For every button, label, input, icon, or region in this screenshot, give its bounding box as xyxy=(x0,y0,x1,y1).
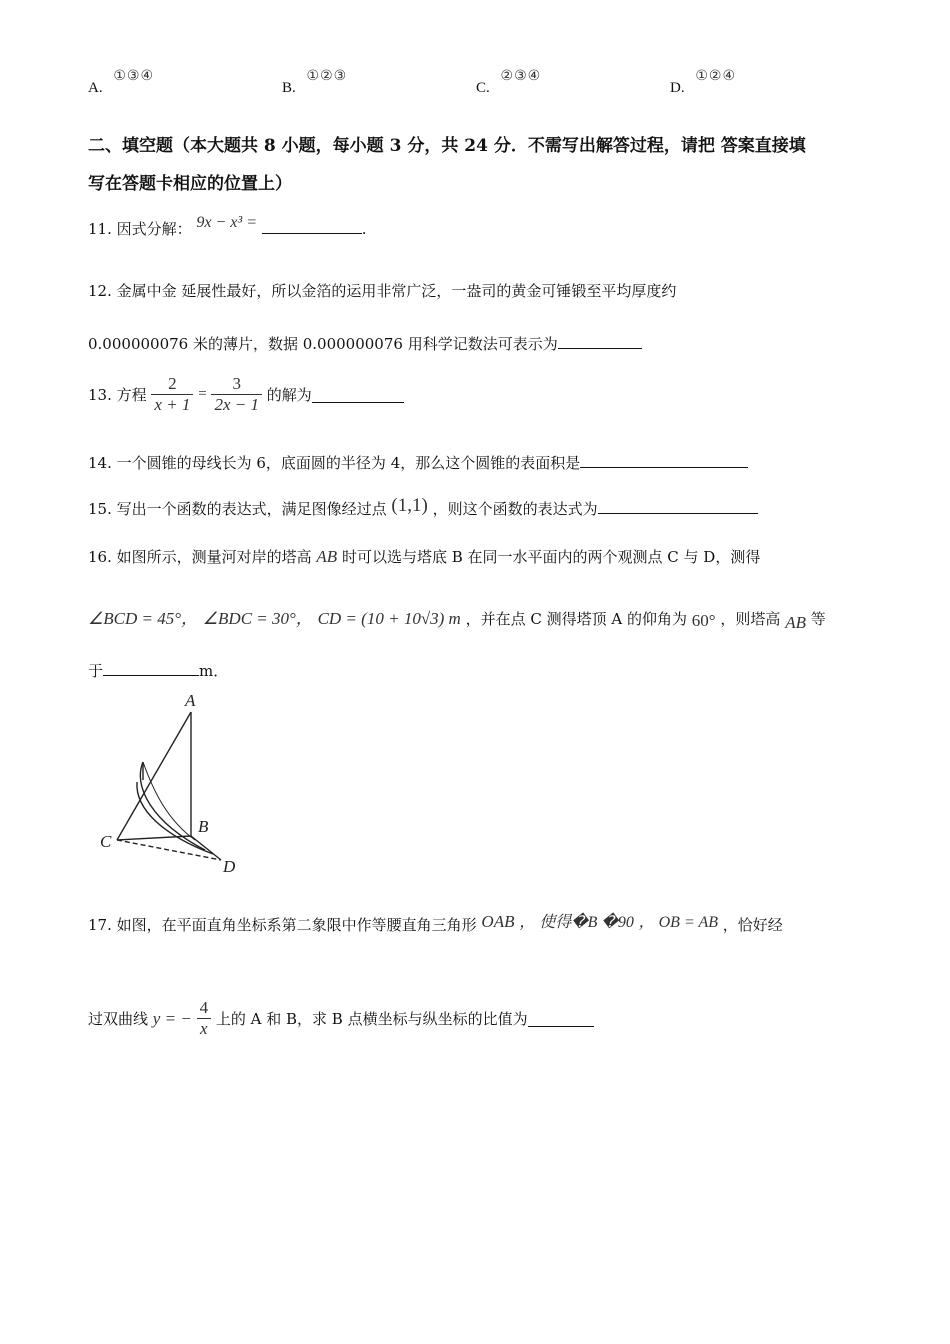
q17-line2-suffix: 上的 A 和 B，求 B 点横坐标与纵坐标的比值为 xyxy=(215,1010,528,1028)
q17-num: 4 xyxy=(199,998,209,1017)
q13-den1: x + 1 xyxy=(151,394,193,415)
option-a-label: A. xyxy=(88,80,103,96)
q16-line2-end: 等 xyxy=(810,610,826,628)
q17-den: x xyxy=(197,1018,212,1039)
q16-line2 xyxy=(88,604,826,632)
q11-answer-blank[interactable] xyxy=(262,218,362,234)
option-d-label: D. xyxy=(670,80,685,96)
q13-den2: 2x − 1 xyxy=(211,394,262,415)
q16-line1-suffix: 时可以选与塔底 B 在同一水平面内的两个观测点 C 与 D，测得 xyxy=(341,548,761,566)
q17-angle: ， 使得�B �90 xyxy=(519,914,634,931)
q17-line1 xyxy=(88,912,783,935)
q16-cd: CD = (10 + 10√3) m xyxy=(317,609,461,628)
tower-diagram xyxy=(95,690,255,880)
q15-point: (1,1) xyxy=(391,495,428,516)
label-c: C xyxy=(100,832,112,851)
question-14 xyxy=(88,452,748,473)
q17-line2-prefix: 过双曲线 xyxy=(88,1010,149,1028)
question-13 xyxy=(88,374,404,424)
q13-answer-blank[interactable] xyxy=(312,387,404,403)
q12-answer-blank[interactable] xyxy=(558,333,642,349)
option-a xyxy=(88,68,155,97)
q16-line3 xyxy=(88,660,228,681)
line-bd xyxy=(191,836,221,860)
line-ac xyxy=(117,712,191,840)
q15-suffix: ，则这个函数的表达式为 xyxy=(432,500,598,518)
q13-num1: 2 xyxy=(168,374,177,393)
q13-prefix: 13. 方程 xyxy=(88,386,147,404)
q16-line3-suffix: m． xyxy=(199,662,229,680)
label-a: A xyxy=(185,691,196,710)
label-b: B xyxy=(198,817,209,836)
q17-line2 xyxy=(88,998,594,1048)
option-a-value: ①③④ xyxy=(113,68,155,84)
q13-num2: 3 xyxy=(232,374,241,393)
q14-text: 14. 一个圆锥的母线长为 6，底面圆的半径为 4，那么这个圆锥的表面积是 xyxy=(88,454,581,472)
q16-line1-prefix: 16. 如图所示，测量河对岸的塔高 xyxy=(88,548,312,566)
q13-fraction-right xyxy=(211,374,262,415)
q16-line2-mid: ，并在点 C 测得塔顶 A 的仰角为 xyxy=(465,610,688,628)
q12-line2-text: 0.000000076 米的薄片，数据 0.000000076 用科学记数法可表示为 xyxy=(88,335,558,353)
option-b-label: B. xyxy=(282,80,296,96)
q11-prefix: 11. 因式分解： xyxy=(88,220,192,238)
option-b xyxy=(282,68,348,97)
q16-ab: AB xyxy=(316,547,338,566)
q12-line2 xyxy=(88,333,642,354)
section-heading-line2: 写在答题卡相应的位置上） xyxy=(88,174,292,194)
q17-fraction xyxy=(197,998,212,1039)
q11-expression: 9x − x³ = xyxy=(196,214,257,231)
q16-line3-prefix: 于 xyxy=(88,662,104,680)
option-c-value: ②③④ xyxy=(500,68,542,84)
q15-answer-blank[interactable] xyxy=(598,498,758,514)
q17-ob-ab: ， OB = AB xyxy=(638,914,719,931)
q16-line2-mid2: ，则塔高 xyxy=(720,610,781,628)
question-11 xyxy=(88,214,367,239)
q17-line1-end: ，恰好经 xyxy=(722,916,783,934)
option-c xyxy=(476,68,542,97)
q16-angle-bdc: ∠BDC = 30°， xyxy=(202,609,313,628)
q11-suffix: . xyxy=(361,220,367,238)
q16-elevation: 60° xyxy=(691,611,716,630)
section-heading-line1: 二、填空题（本大题共 8 小题，每小题 3 分，共 24 分．不需写出解答过程，请把 答案直接填 xyxy=(88,136,806,156)
q13-fraction-left xyxy=(151,374,193,415)
q16-line1 xyxy=(88,546,760,567)
line-cd-dashed xyxy=(117,840,221,860)
q17-answer-blank[interactable] xyxy=(528,1011,594,1027)
q17-line1-prefix: 17. 如图，在平面直角坐标系第二象限中作等腰直角三角形 xyxy=(88,916,477,934)
q16-ab-2: AB xyxy=(785,613,806,632)
option-d-value: ①②④ xyxy=(695,68,737,84)
label-d: D xyxy=(223,857,236,876)
q16-angle-bcd: ∠BCD = 45°， xyxy=(88,609,199,628)
question-15 xyxy=(88,495,758,520)
q14-answer-blank[interactable] xyxy=(580,452,748,468)
q13-equals: = xyxy=(198,386,207,402)
option-b-value: ①②③ xyxy=(306,68,348,84)
river-curve-3 xyxy=(143,762,195,840)
q17-y-eq: y = − xyxy=(152,1008,192,1028)
q17-oab: OAB xyxy=(481,912,515,931)
q13-suffix: 的解为 xyxy=(266,386,312,404)
option-c-label: C. xyxy=(476,80,490,96)
q12-line1: 12. 金属中金 延展性最好，所以金箔的运用非常广泛，一盎司的黄金可锤锻至平均厚度约 xyxy=(88,282,677,300)
option-d xyxy=(670,68,737,97)
q16-answer-blank[interactable] xyxy=(103,660,199,676)
q15-prefix: 15. 写出一个函数的表达式，满足图像经过点 xyxy=(88,500,387,518)
